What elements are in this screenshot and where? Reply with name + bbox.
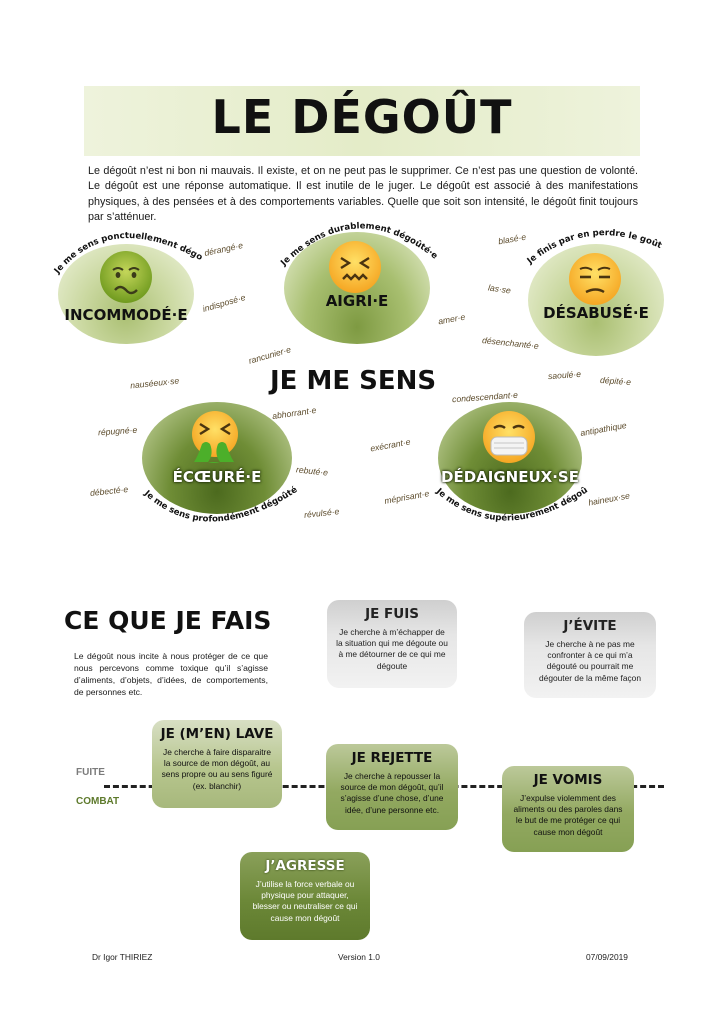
svg-text:Je me sens durablement dégoûté: Je me sens durablement dégoûté·e	[279, 221, 440, 269]
arc-text-aigri	[276, 200, 446, 280]
action-desc: Je cherche à faire disparaitre la source de mon dégoût, au sens propre ou au sens figuré (ex. blanchir)	[161, 747, 273, 791]
arc-text-dedaigneux	[429, 463, 602, 540]
word: répugné·e	[97, 424, 138, 438]
axis-combat-label: COMBAT	[76, 796, 120, 807]
action-card-fuis	[327, 600, 457, 688]
svg-text:Je me sens ponctuellement dégo: Je me sens ponctuellement dégoûté·e	[36, 193, 205, 276]
word: haineux·se	[587, 490, 631, 508]
word: exécrant·e	[369, 436, 412, 454]
axis-fuite-label: FUITE	[76, 767, 105, 778]
arc-text-incommode	[36, 193, 210, 290]
emotion-label-ecoeure: ÉCŒURÉ·E	[172, 468, 262, 486]
page-title: LE DÉGOÛT	[211, 90, 513, 144]
word: méprisant·e	[383, 488, 430, 506]
emotion-label-desabuse: DÉSABUSÉ·E	[543, 304, 649, 322]
action-card-vomis	[502, 766, 634, 852]
center-title: JE ME SENS	[270, 366, 437, 396]
action-title: JE FUIS	[365, 606, 419, 622]
arc-text-desabuse	[522, 212, 682, 292]
word: abhorrant·e	[271, 404, 317, 422]
word: dérangé·e	[203, 240, 244, 258]
word: saoulé·e	[547, 368, 582, 382]
action-title: JE REJETTE	[351, 750, 433, 766]
action-desc: Je cherche à ne pas me confronter à ce qui m’a dégouté ou pourrait me dégouter de la même façon	[539, 639, 641, 683]
emotion-label-dedaigneux: DÉDAIGNEUX·SE	[441, 468, 579, 486]
word: désenchanté·e	[481, 335, 540, 351]
emotion-label-aigri: AIGRI·E	[325, 292, 389, 310]
action-desc: J’utilise la force verbale ou physique pour attaquer, blesser ou neutraliser ce qui cause mon dégoût	[252, 879, 358, 923]
action-card-lave	[152, 720, 282, 808]
action-desc: Je cherche à repousser la source de mon dégoût, qu’il s’agisse d’une chose, d’une idée, d’une personne etc.	[340, 771, 444, 815]
word: blasé·e	[497, 231, 527, 247]
action-card-rejette	[326, 744, 458, 830]
word: amer·e	[437, 311, 466, 327]
action-title: J’ÉVITE	[563, 618, 617, 634]
footer-author: Dr Igor THIRIEZ	[92, 952, 153, 962]
action-title: J’AGRESSE	[265, 858, 345, 874]
mask-face-icon	[482, 410, 536, 464]
word: las·se	[487, 282, 512, 296]
action-card-agresse	[240, 852, 370, 940]
word: condescendant·e	[451, 389, 519, 405]
word: antipathique	[579, 420, 628, 438]
action-card-evite	[524, 612, 656, 698]
action-desc: J’expulse violemment des aliments ou des paroles dans le but de me protéger ce qui cause mon dégoût	[513, 793, 623, 837]
word: rancunier·e	[247, 344, 293, 366]
footer-date: 07/09/2019	[586, 952, 628, 962]
action-title: JE VOMIS	[533, 772, 603, 788]
emotion-label-incommode: INCOMMODÉ·E	[64, 306, 188, 324]
svg-text:Je me sens supérieurement dégo: Je me sens supérieurement dégoûté·e	[429, 463, 590, 524]
action-desc: Je cherche à m’échapper de la situation qui me dégoute ou à me détourner de ce qui me dégoute	[336, 627, 448, 671]
word: dépité·e	[599, 374, 632, 388]
word: révulsé·e	[303, 506, 340, 520]
actions-title: CE QUE JE FAIS	[64, 606, 272, 635]
actions-intro: Le dégoût nous incite à nous protéger de ce que nous percevons comme toxique qu’il s’agisse d’aliments, d’objets, d’idées, de comportements, de personnes etc.	[74, 651, 268, 697]
word: nauséeux·se	[129, 375, 180, 391]
word: débecté·e	[89, 484, 129, 498]
vomiting-face-icon	[188, 410, 242, 464]
word: indisposé·e	[201, 292, 247, 314]
intro-text: Le dégoût n’est ni bon ni mauvais. Il existe, et on ne peut pas le supprimer. Ce n’est pas une question de volonté. Le dégoût est une réponse automatique. Il est inutile de le juger. Le dégoût est associé à des manifestations physiques, à des pensées et à des comportements variables. Quelle que soit son intensité, le dégoût finit toujours par s’atténuer.	[88, 165, 638, 223]
svg-text:Je finis par en perdre le goût: Je finis par en perdre le goût	[525, 228, 664, 267]
arc-text-ecoeure	[133, 463, 306, 540]
svg-text:Je me sens profondément dégoût: Je me sens profondément dégoûté·e	[133, 463, 300, 525]
footer-version: Version 1.0	[338, 952, 380, 962]
word: rebuté·e	[295, 464, 329, 478]
action-title: JE (M’EN) LAVE	[160, 726, 274, 742]
